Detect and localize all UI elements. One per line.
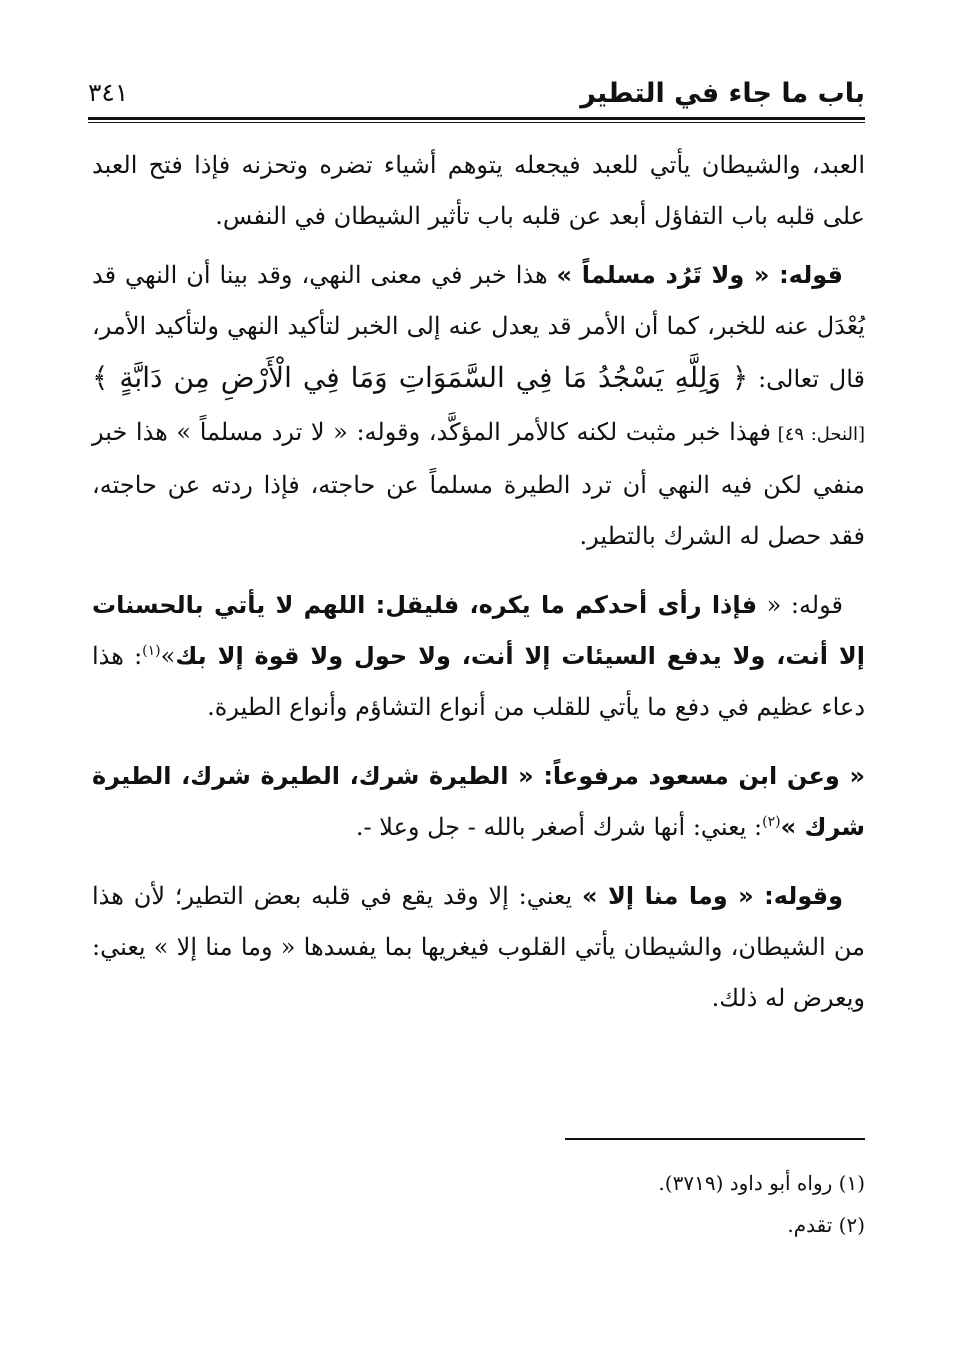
- paragraph-text: : هذا دعاء عظيم في دفع ما يأتي للقلب من أنواع التشاؤم وأنواع الطيرة.: [92, 642, 865, 721]
- running-title: باب ما جاء في التطير: [580, 78, 865, 109]
- page-number: ٣٤١: [88, 78, 129, 107]
- quote-suffix: »: [160, 642, 176, 670]
- header-rule: [88, 117, 865, 120]
- paragraph-text: يعني: إلا وقد يقع في قلبه بعض التطير؛ لأن هذا من الشيطان، والشيطان يأتي القلوب فيغريها بما يفسدها « وما منا إلا » يعني: ويعرض له ذلك.: [92, 882, 865, 1012]
- paragraph-text: : يعني: أنها شرك أصغر بالله - جل وعلا -.: [355, 813, 763, 841]
- paragraph-2: [92, 250, 865, 562]
- paragraph-text: العبد، والشيطان يأتي للعبد فيجعله يتوهم أشياء تضره وتحزنه فإذا فتح العبد على قلبه باب التفاؤل أبعد عن قلبه باب تأثير الشيطان في النفس.: [92, 151, 866, 230]
- footnotes: [92, 1162, 865, 1246]
- main-text: [92, 140, 865, 1032]
- hadith-text: فإذا رأى أحدكم ما يكره، فليقل: اللهم لا يأتي بالحسنات إلا أنت، ولا يدفع السيئات إلا أنت، ولا حول ولا قوة إلا بك: [92, 591, 865, 670]
- paragraph-3: [92, 580, 865, 733]
- quote-prefix: قوله: «: [757, 591, 843, 619]
- page-header: [88, 72, 865, 116]
- footnote-separator: [565, 1138, 865, 1140]
- footnote-1: (١) رواه أبو داود (٣٧١٩).: [658, 1171, 865, 1195]
- paragraph-lead: وقوله: « وما منا إلا »: [582, 882, 843, 910]
- footnote-2: (٢) تقدم.: [787, 1213, 865, 1237]
- paragraph-text-cont: فهذا خبر مثبت لكنه كالأمر المؤكَّد، وقوله: « لا ترد مسلماً » هذا خبر منفي لكن فيه النهي أن ترد الطيرة مسلماً عن حاجته، فإذا ردته عن حاجته، فقد حصل له الشرك بالتطير.: [92, 418, 865, 550]
- paragraph-1: [92, 140, 865, 242]
- paragraph-text: هذا خبر في معنى النهي، وقد بينا أن النهي قد يُعْدَل عنه للخبر، كما أن الأمر قد يعدل عنه إلى الخبر لتأكيد النهي ولتأكيد الأمر، قال تعالى:: [92, 261, 866, 393]
- footnote-ref-1: (١): [142, 643, 161, 659]
- quran-verse: ﴿ وَلِلَّهِ يَسْجُدُ مَا فِي السَّمَوَاتِ وَمَا فِي الْأَرْضِ مِن دَابَّةٍ ﴾: [92, 361, 749, 394]
- footnote-ref-2: (٢): [762, 814, 781, 830]
- hadith-text: « وعن ابن مسعود مرفوعاً: « الطيرة شرك، الطيرة شرك، الطيرة شرك »: [92, 762, 865, 841]
- paragraph-4: [92, 751, 865, 853]
- paragraph-5: [92, 871, 865, 1024]
- verse-citation: [النحل: ٤٩]: [770, 424, 865, 445]
- header-rule-thin: [88, 122, 865, 123]
- paragraph-lead: قوله: « ولا تَرُد مسلماً »: [556, 261, 843, 289]
